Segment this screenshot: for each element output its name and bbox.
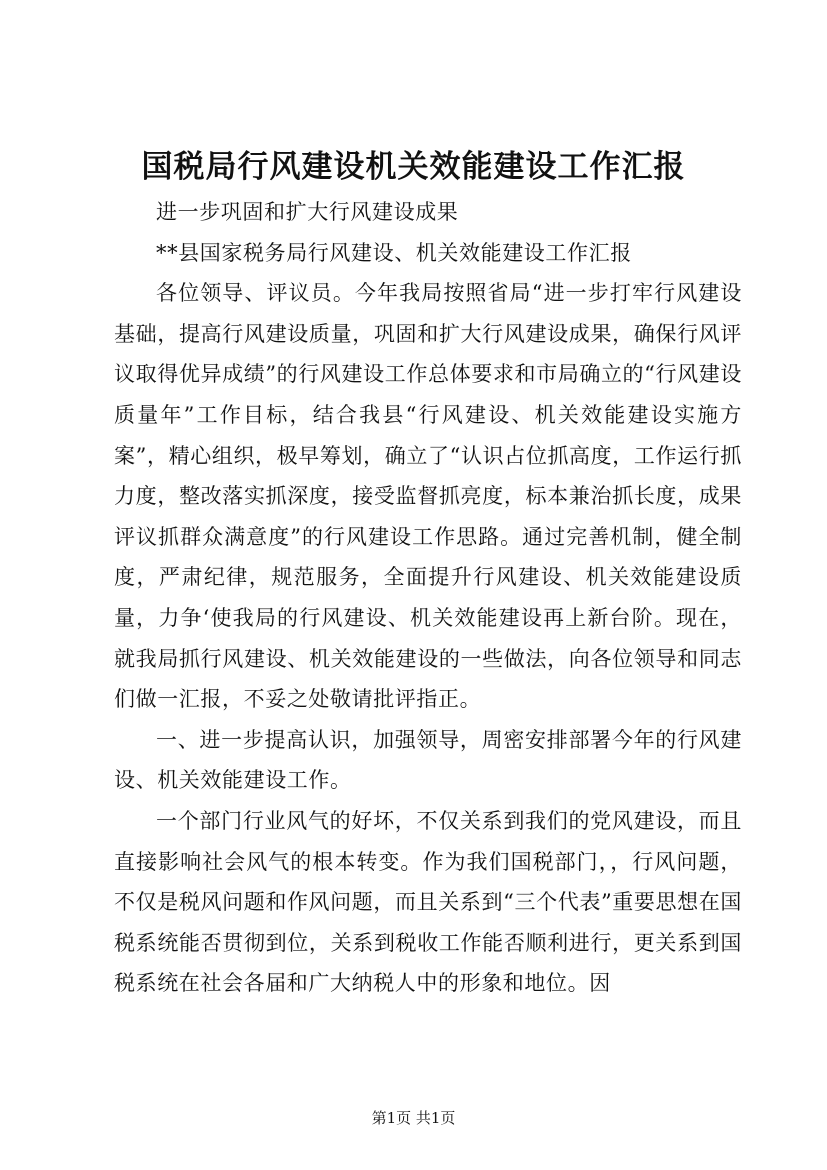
body-paragraph: 各位领导、评议员。今年我局按照省局“进一步打牢行风建设基础，提高行风建设质量，巩固和扩大行风建设成果，确保行风评议取得优异成绩”的行风建设工作总体要求和市局确立的“行风建设质量年”工作目标，结合我县“行风建设、机关效能建设实施方案”，精心组织，极早筹划，确立了“认识占位抓高度，工作运行抓力度，整改落实抓深度，接受监督抓亮度，标本兼治抓长度，成果评议抓群众满意度”的行风建设工作思路。通过完善机制，健全制度，严肃纪律，规范服务，全面提升行风建设、机关效能建设质量，力争‘使我局的行风建设、机关效能建设再上新台阶。现在，就我局抓行风建设、机关效能建设的一些做法，向各位领导和同志们做一汇报，不妥之处敬请批评指正。 — [114, 281, 742, 712]
report-heading-paragraph: **县国家税务局行风建设、机关效能建设工作汇报 — [156, 240, 632, 265]
subtitle-paragraph: 进一步巩固和扩大行风建设成果 — [156, 200, 459, 224]
body-paragraph: 一个部门行业风气的好坏，不仅关系到我们的党风建设，而且直接影响社会风气的根本转变。作为我们国税部门，，行风问题，不仅是税风问题和作风问题，而且关系到“三个代表”重要思想在国税系统能否贯彻到位，关系到税收工作能否顺利进行，更关系到国税系统在社会各届和广大纳税人中的形象和地位。因 — [114, 808, 742, 996]
document-title: 国税局行风建设机关效能建设工作汇报 — [141, 149, 686, 185]
page-number-footer: 第1页 共1页 — [371, 1109, 456, 1127]
section-heading-paragraph: 一、进一步提高认识，加强领导，周密安排部署今年的行风建设、机关效能建设工作。 — [114, 727, 742, 793]
document-body — [114, 192, 742, 1004]
